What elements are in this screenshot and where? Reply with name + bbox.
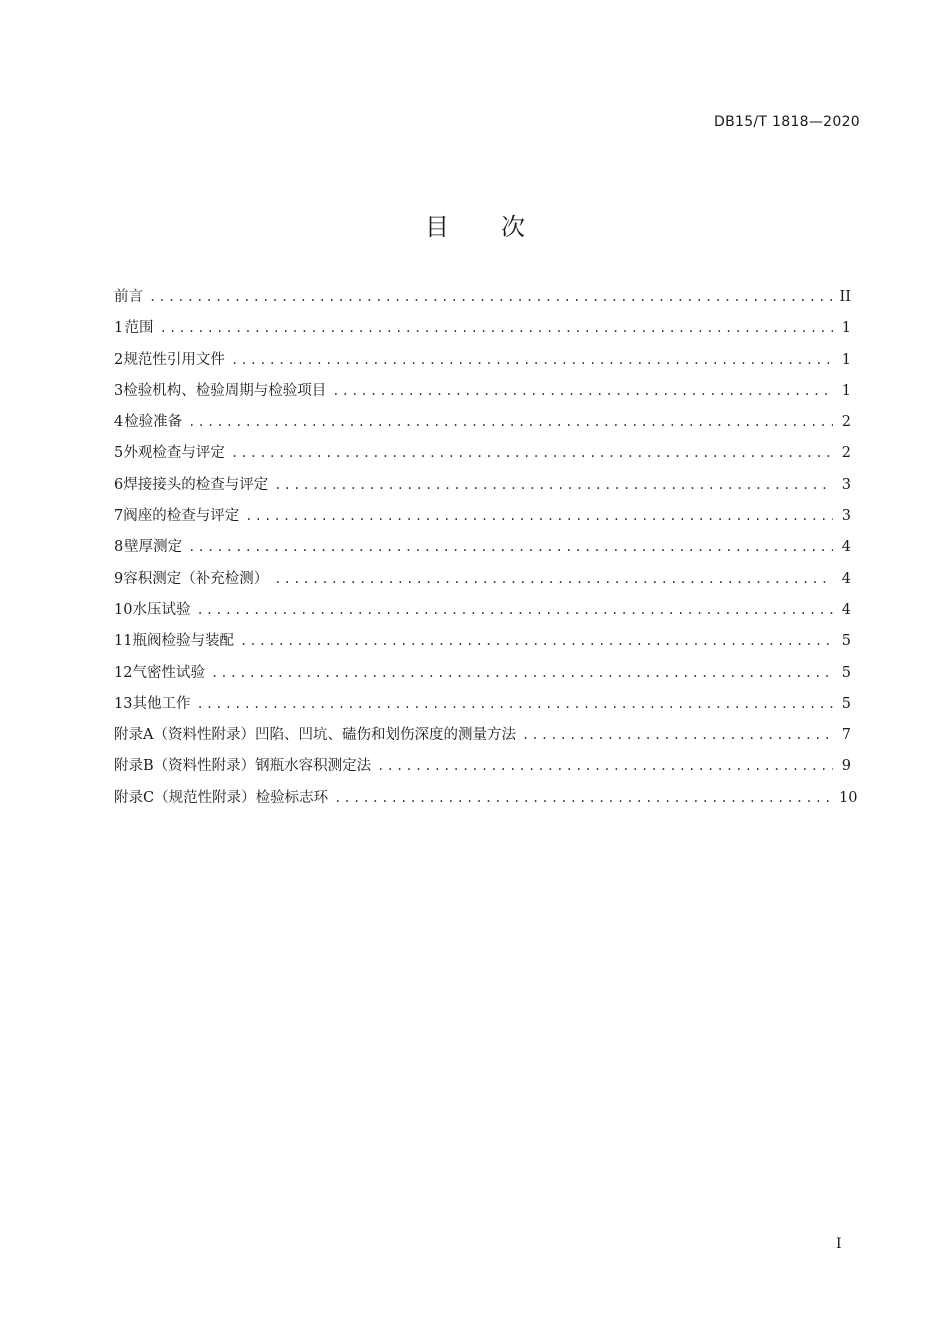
toc-leader-dots [334, 791, 833, 805]
page-number: I [836, 1236, 842, 1252]
toc-entry-label: 容积测定（补充检测） [123, 570, 269, 587]
toc-entry-page: 5 [841, 664, 851, 681]
toc-entry[interactable] [114, 661, 851, 692]
toc-entry-label: 水压试验 [132, 601, 191, 618]
toc-entry-label: 焊接接头的检查与评定 [123, 476, 269, 493]
toc-entry-page: 1 [841, 320, 851, 337]
toc-entry-label: 规范性引用文件 [123, 351, 225, 368]
toc-entry-label: 凹陷、凹坑、磕伤和划伤深度的测量方法 [254, 727, 516, 744]
toc-leader-dots [196, 697, 833, 711]
toc-entry-page: 7 [841, 727, 851, 744]
toc-leader-dots [274, 478, 833, 492]
standard-code: DB15/T 1818—2020 [714, 114, 860, 130]
toc-leader-dots [149, 290, 833, 304]
toc-entry-label: 其他工作 [132, 695, 191, 712]
toc-entry[interactable] [114, 754, 851, 785]
toc-leader-dots [522, 728, 833, 742]
toc-entry-number: 4 [114, 414, 124, 431]
toc-entry-number: 10 [114, 601, 133, 618]
toc-entry-number: 9 [114, 570, 124, 587]
toc-entry-number: 6 [114, 476, 124, 493]
toc-entry-number: 1 [114, 320, 124, 337]
toc-entry-page: 5 [841, 695, 851, 712]
toc-entry-page: II [839, 289, 851, 305]
toc-entry-page: 2 [841, 445, 851, 462]
toc-entry-page: 4 [841, 570, 851, 587]
toc-leader-dots [240, 634, 833, 648]
toc-entry-number: 附录C（规范性附录） [114, 789, 256, 806]
toc-entry[interactable] [114, 598, 851, 629]
toc-entry[interactable] [114, 629, 851, 660]
toc-entry-label: 检验准备 [124, 414, 183, 431]
toc-entry[interactable] [114, 473, 851, 504]
toc-entry-page: 10 [839, 789, 858, 806]
toc-entry-page: 3 [841, 508, 851, 525]
toc-entry-label: 瓶阀检验与装配 [132, 633, 234, 650]
toc-entry[interactable] [114, 316, 851, 347]
title-char-1: 目 [425, 213, 449, 241]
toc-entry-page: 4 [841, 539, 851, 556]
toc-entry-page: 9 [841, 758, 851, 775]
toc-leader-dots [188, 415, 833, 429]
toc-entry-number: 附录A（资料性附录） [114, 727, 255, 744]
toc-entry-label: 钢瓶水容积测定法 [255, 758, 372, 775]
toc-entry-page: 4 [841, 601, 851, 618]
toc-entry-label: 检验标志环 [255, 789, 329, 806]
toc-entry-page: 3 [841, 476, 851, 493]
toc-entry-page: 1 [841, 351, 851, 368]
toc-entry-label: 检验机构、检验周期与检验项目 [123, 382, 327, 399]
toc-entry[interactable] [114, 441, 851, 472]
toc-entry-number: 5 [114, 445, 124, 462]
toc-leader-dots [332, 384, 833, 398]
page-title [0, 207, 950, 242]
toc-leader-dots [160, 321, 833, 335]
title-char-2: 次 [501, 213, 525, 241]
toc-leader-dots [196, 603, 833, 617]
toc-entry-page: 1 [841, 382, 851, 399]
toc-entry-label: 前言 [114, 289, 143, 305]
toc-entry-page: 2 [841, 414, 851, 431]
table-of-contents [114, 285, 858, 817]
toc-entry[interactable] [114, 285, 851, 316]
toc-entry-label: 气密性试验 [132, 664, 205, 681]
toc-leader-dots [245, 509, 833, 523]
toc-entry[interactable] [114, 535, 851, 566]
toc-entry-number: 11 [114, 633, 133, 650]
toc-entry-label: 阀座的检查与评定 [123, 508, 240, 525]
toc-entry[interactable] [114, 692, 851, 723]
toc-leader-dots [188, 540, 833, 554]
toc-entry-number: 12 [114, 664, 133, 681]
toc-entry[interactable] [114, 348, 851, 379]
toc-entry-number: 3 [114, 382, 124, 399]
toc-entry[interactable] [114, 379, 851, 410]
toc-leader-dots [274, 572, 833, 586]
toc-entry-number: 2 [114, 351, 124, 368]
toc-leader-dots [231, 353, 833, 367]
toc-entry-label: 壁厚测定 [124, 539, 183, 556]
toc-entry[interactable] [114, 723, 851, 754]
toc-entry-number: 8 [114, 539, 124, 556]
toc-entry[interactable] [114, 786, 858, 817]
toc-leader-dots [231, 446, 833, 460]
toc-entry-label: 外观检查与评定 [123, 445, 225, 462]
toc-entry-page: 5 [841, 633, 851, 650]
toc-entry-number: 附录B（资料性附录） [114, 758, 256, 775]
toc-entry-number: 13 [114, 695, 133, 712]
toc-entry[interactable] [114, 504, 851, 535]
toc-leader-dots [211, 666, 833, 680]
toc-entry[interactable] [114, 410, 851, 441]
toc-entry-label: 范围 [124, 320, 154, 337]
toc-leader-dots [377, 759, 833, 773]
toc-entry[interactable] [114, 567, 851, 598]
toc-entry-number: 7 [114, 508, 124, 525]
